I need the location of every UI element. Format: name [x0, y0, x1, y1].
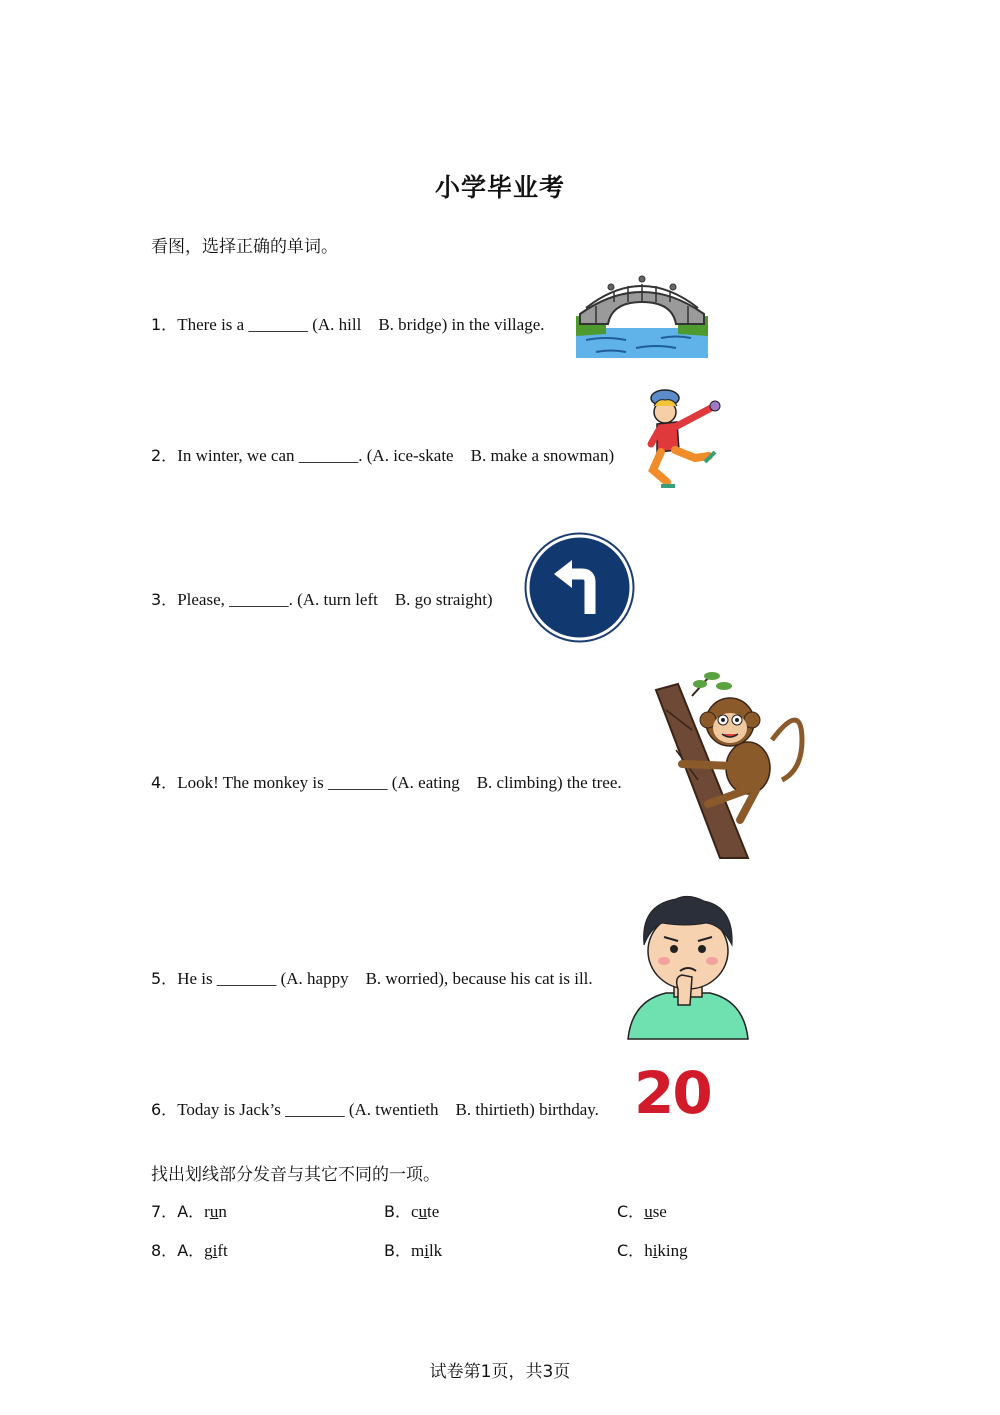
page-title: 小学毕业考 — [434, 173, 565, 202]
section-instruction-picture: 看图，选择正确的单词。 — [151, 237, 338, 257]
option-label: C． — [617, 1202, 645, 1221]
question-7 — [151, 1199, 227, 1222]
worried-boy-icon — [626, 893, 750, 1039]
option-label: A． — [177, 1241, 205, 1260]
question-8-option-c — [617, 1238, 688, 1261]
option-word: milk — [410, 1241, 443, 1260]
option-label: C． — [617, 1241, 645, 1260]
question-2 — [151, 441, 614, 466]
option-word: cute — [410, 1202, 440, 1221]
section-instruction-phonics: 找出划线部分发音与其它不同的一项。 — [151, 1165, 440, 1185]
option-label: A． — [177, 1202, 205, 1221]
question-1 — [151, 310, 545, 335]
question-3 — [151, 585, 493, 610]
question-text: Today is Jack’s _______ (A. twentieth B. thirtieth) birthday. — [177, 1100, 599, 1119]
option-word: gift — [204, 1241, 228, 1260]
option-label: B． — [384, 1202, 411, 1221]
question-number: 1． — [151, 315, 178, 334]
question-8 — [151, 1238, 228, 1261]
bridge-icon — [576, 278, 708, 358]
question-number: 5． — [151, 969, 178, 988]
question-number: 4． — [151, 773, 178, 792]
question-text: Please, _______. (A. turn left B. go straight) — [177, 590, 493, 609]
question-text: Look! The monkey is _______ (A. eating B. climbing) the tree. — [177, 773, 622, 792]
climbing-monkey-icon — [652, 670, 804, 858]
turn-left-sign-icon — [524, 532, 635, 643]
question-4 — [151, 768, 622, 793]
question-7-option-b — [384, 1199, 439, 1222]
question-8-option-b — [384, 1238, 442, 1261]
question-number: 3． — [151, 590, 178, 609]
option-word: run — [204, 1202, 227, 1221]
option-word: use — [644, 1202, 667, 1221]
question-5 — [151, 964, 593, 989]
question-text: In winter, we can _______. (A. ice-skate B. make a snowman) — [177, 446, 615, 465]
question-number: 8． — [151, 1241, 178, 1260]
option-word: hiking — [644, 1241, 688, 1260]
question-number: 6． — [151, 1100, 178, 1119]
question-7-option-c — [617, 1199, 667, 1222]
question-text: There is a _______ (A. hill B. bridge) in the village. — [177, 315, 545, 334]
option-label: B． — [384, 1241, 411, 1260]
page-footer: 试卷第1页，共3页 — [429, 1362, 571, 1382]
ice-skater-icon — [645, 386, 727, 492]
question-number: 2． — [151, 446, 178, 465]
question-number: 7． — [151, 1202, 178, 1221]
question-6 — [151, 1095, 599, 1120]
question-text: He is _______ (A. happy B. worried), because his cat is ill. — [177, 969, 593, 988]
number-twenty-icon: 20 — [634, 1059, 711, 1127]
